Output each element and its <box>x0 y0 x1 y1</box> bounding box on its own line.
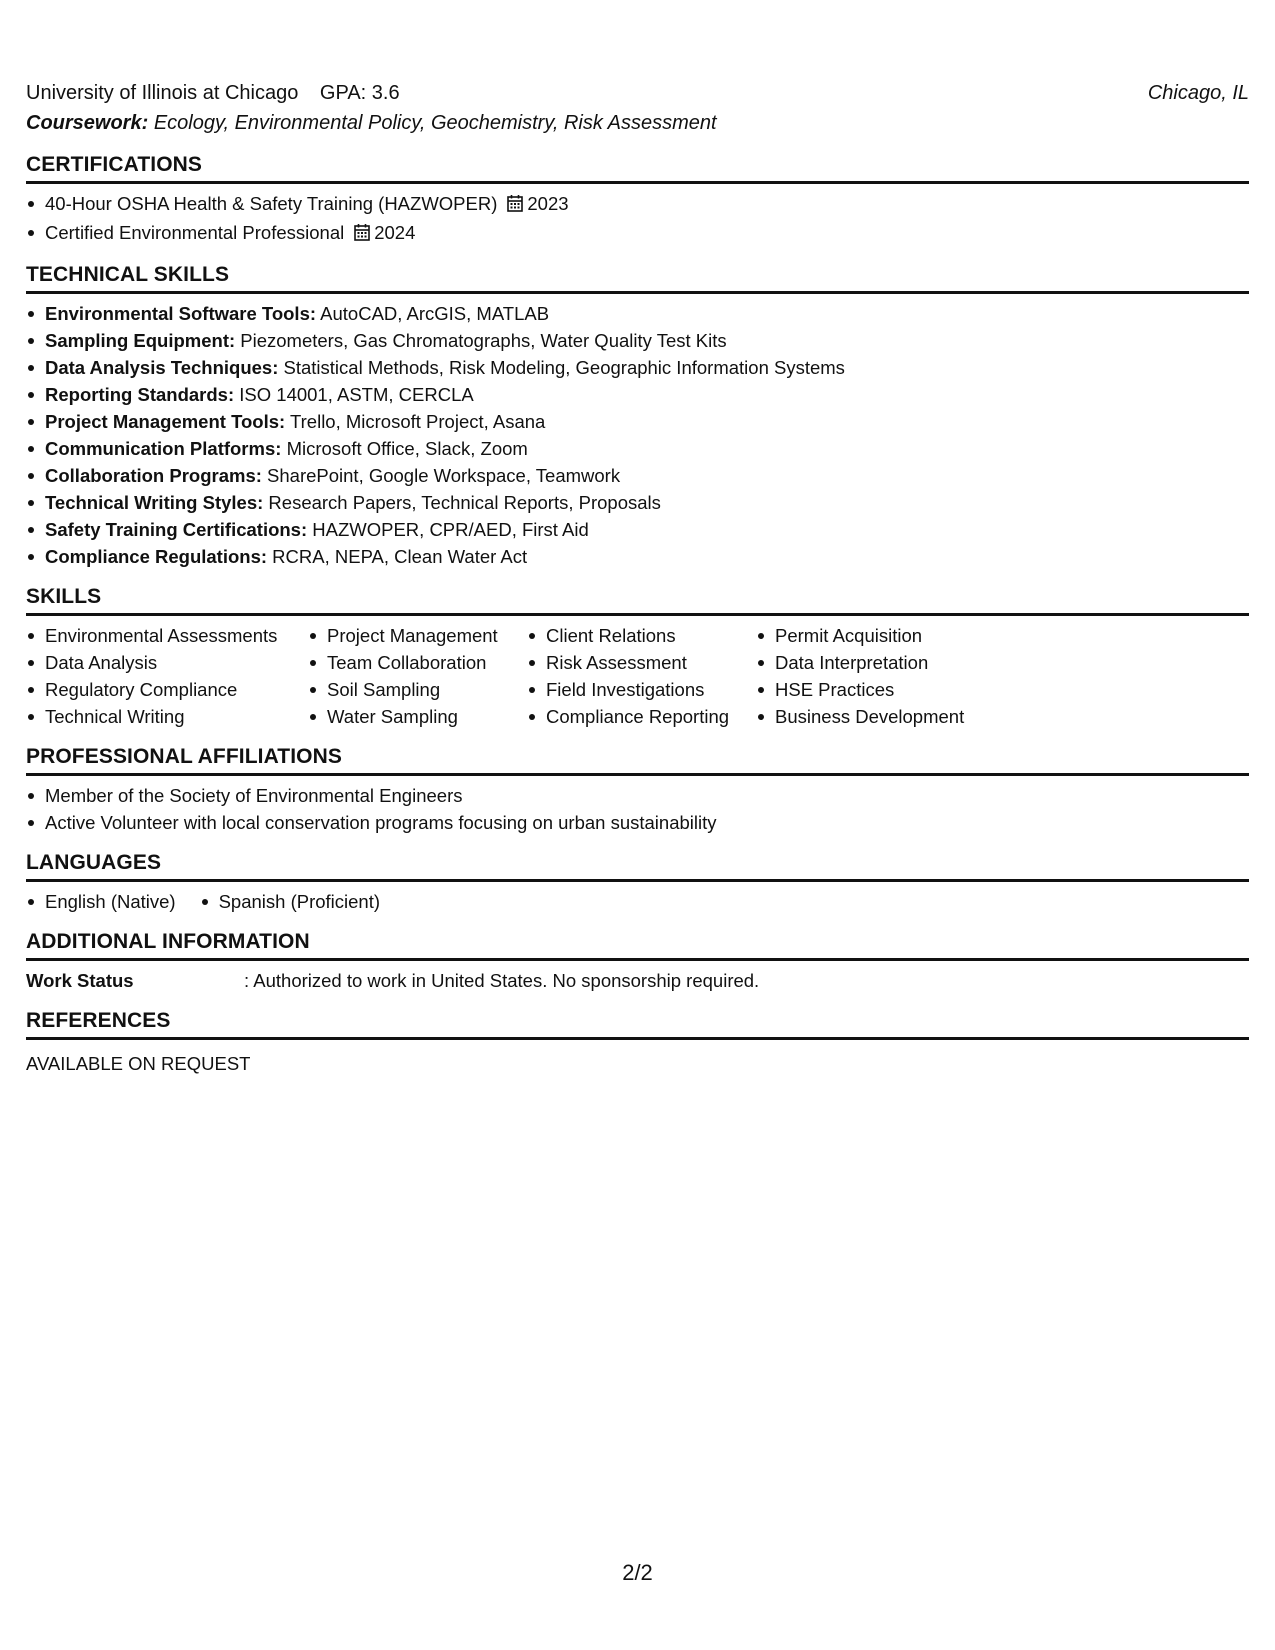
list-item <box>26 381 1249 408</box>
affiliations-list <box>26 782 1249 836</box>
references-section <box>26 994 1249 1077</box>
skill-category-label: Reporting Standards: <box>45 384 235 405</box>
skill-category-label: Safety Training Certifications: <box>45 519 308 540</box>
skill-category-label: Communication Platforms: <box>45 438 282 459</box>
list-item <box>26 408 1249 435</box>
skill-category-label: Sampling Equipment: <box>45 330 236 351</box>
skills-column-3 <box>527 622 756 730</box>
certifications-list <box>26 190 1249 248</box>
certification-year: 2023 <box>527 193 569 214</box>
education-location: Chicago, IL <box>1147 82 1249 104</box>
skills-grid <box>26 622 1249 730</box>
additional-info-heading: ADDITIONAL INFORMATION <box>26 915 1249 961</box>
skill-category-value: SharePoint, Google Workspace, Teamwork <box>267 465 621 486</box>
certification-year: 2024 <box>374 222 416 243</box>
list-item: Business Development <box>756 703 1016 730</box>
list-item: Field Investigations <box>527 676 756 703</box>
education-left <box>26 78 400 108</box>
skill-category-value: Research Papers, Technical Reports, Proposals <box>268 492 661 513</box>
skill-category-label: Environmental Software Tools: <box>45 303 317 324</box>
list-item <box>26 435 1249 462</box>
list-item: Data Interpretation <box>756 649 1016 676</box>
list-item <box>26 190 1249 219</box>
skill-category-value: Trello, Microsoft Project, Asana <box>290 411 546 432</box>
list-item <box>26 354 1249 381</box>
skill-category-value: AutoCAD, ArcGIS, MATLAB <box>320 303 550 324</box>
skill-category-value: RCRA, NEPA, Clean Water Act <box>272 546 528 567</box>
list-item: Team Collaboration <box>308 649 527 676</box>
list-item: English (Native) <box>26 888 176 915</box>
list-item: Compliance Reporting <box>527 703 756 730</box>
skill-category-label: Project Management Tools: <box>45 411 286 432</box>
certification-name: 40-Hour OSHA Health & Safety Training (HAZWOPER) <box>45 193 498 214</box>
gpa: GPA: 3.6 <box>319 82 400 104</box>
affiliations-section <box>26 730 1249 836</box>
list-item <box>26 489 1249 516</box>
skills-section <box>26 570 1249 730</box>
certifications-heading: CERTIFICATIONS <box>26 138 1249 184</box>
list-item <box>26 327 1249 354</box>
calendar-icon <box>354 221 370 248</box>
list-item: Client Relations <box>527 622 756 649</box>
list-item: Soil Sampling <box>308 676 527 703</box>
technical-skills-list <box>26 300 1249 570</box>
skill-category-label: Data Analysis Techniques: <box>45 357 279 378</box>
list-item: HSE Practices <box>756 676 1016 703</box>
list-item <box>26 219 1249 248</box>
languages-list <box>26 888 1249 915</box>
languages-heading: LANGUAGES <box>26 836 1249 882</box>
certifications-section <box>26 138 1249 248</box>
coursework-value: Ecology, Environmental Policy, Geochemistry, Risk Assessment <box>153 112 717 134</box>
certification-name: Certified Environmental Professional <box>45 222 345 243</box>
skills-column-2 <box>308 622 527 730</box>
references-heading: REFERENCES <box>26 994 1249 1040</box>
calendar-icon <box>507 192 523 219</box>
list-item <box>26 300 1249 327</box>
list-item: Regulatory Compliance <box>26 676 308 703</box>
list-item: Active Volunteer with local conservation programs focusing on urban sustainability <box>26 809 1249 836</box>
list-item: Permit Acquisition <box>756 622 1016 649</box>
list-item: Water Sampling <box>308 703 527 730</box>
skill-category-value: Piezometers, Gas Chromatographs, Water Quality Test Kits <box>240 330 727 351</box>
list-item: Member of the Society of Environmental Engineers <box>26 782 1249 809</box>
institution-name: University of Illinois at Chicago <box>26 82 299 104</box>
languages-section <box>26 836 1249 915</box>
page-number: 2/2 <box>622 1560 653 1585</box>
technical-skills-section <box>26 248 1249 570</box>
skill-category-value: Statistical Methods, Risk Modeling, Geographic Information Systems <box>283 357 845 378</box>
references-text: AVAILABLE ON REQUEST <box>26 1053 251 1074</box>
skill-category-value: Microsoft Office, Slack, Zoom <box>286 438 528 459</box>
additional-info-section <box>26 915 1249 994</box>
skill-category-label: Technical Writing Styles: <box>45 492 264 513</box>
list-item: Technical Writing <box>26 703 308 730</box>
skill-category-value: HAZWOPER, CPR/AED, First Aid <box>312 519 589 540</box>
skill-category-label: Collaboration Programs: <box>45 465 262 486</box>
list-item: Project Management <box>308 622 527 649</box>
education-row <box>26 78 1249 108</box>
skills-column-1 <box>26 622 308 730</box>
list-item: Data Analysis <box>26 649 308 676</box>
skill-category-label: Compliance Regulations: <box>45 546 268 567</box>
list-item <box>26 462 1249 489</box>
list-item <box>26 516 1249 543</box>
affiliations-heading: PROFESSIONAL AFFILIATIONS <box>26 730 1249 776</box>
skill-category-value: ISO 14001, ASTM, CERCLA <box>239 384 474 405</box>
work-status-label: Work Status <box>26 970 134 991</box>
work-status-row <box>26 967 1249 994</box>
list-item: Environmental Assessments <box>26 622 308 649</box>
resume-page <box>26 78 1249 1077</box>
technical-skills-heading: TECHNICAL SKILLS <box>26 248 1249 294</box>
coursework <box>26 108 1249 138</box>
skills-column-4 <box>756 622 1016 730</box>
coursework-label: Coursework: <box>26 112 149 134</box>
list-item: Risk Assessment <box>527 649 756 676</box>
work-status-value: : Authorized to work in United States. No sponsorship required. <box>244 970 760 991</box>
list-item <box>26 543 1249 570</box>
list-item: Spanish (Proficient) <box>200 888 380 915</box>
skills-heading: SKILLS <box>26 570 1249 616</box>
